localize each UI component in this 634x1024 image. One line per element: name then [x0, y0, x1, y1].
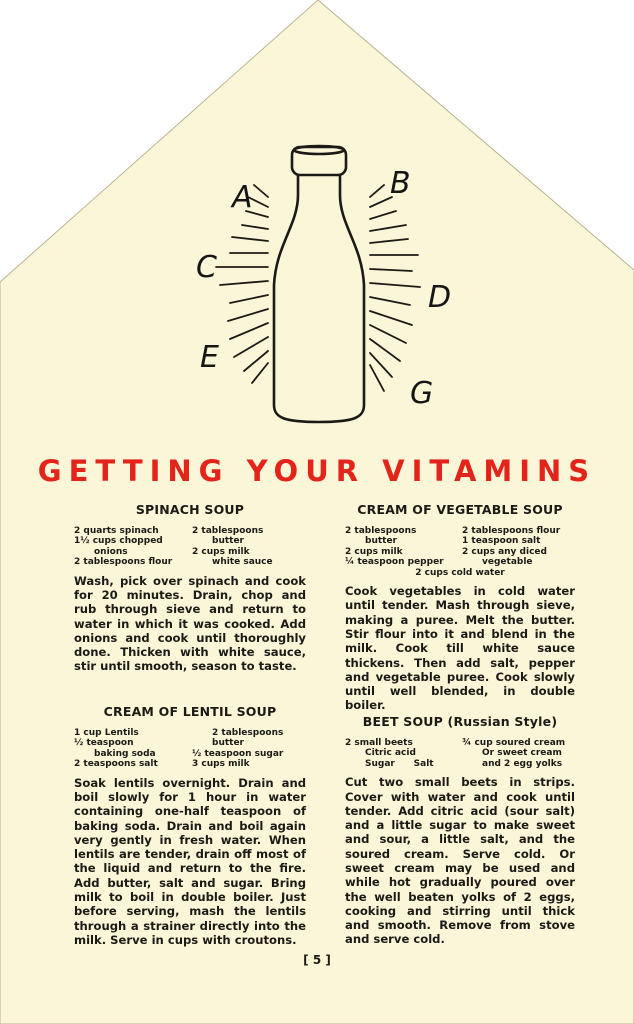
- ingredient: 1½ cups chopped: [74, 536, 163, 547]
- ingredient: butter: [212, 738, 244, 749]
- ingredient-list: [345, 526, 575, 578]
- recipe-instructions: Cut two small beets in strips. Cover with water and cook until tender. Add citric acid (sour salt) and a little sugar to make sweet and sour, a little salt, and the soured cream. Serve cold. Or sweet cream may be used and while hot gradually poured over the well beaten yolks of 2 eggs, cooking and stirring until thick and smooth. Remove from stove and serve cold.: [345, 775, 575, 947]
- recipe-title: BEET SOUP (Russian Style): [362, 714, 558, 729]
- ingredient: Sugar Salt: [365, 758, 434, 769]
- ingredient: 2 cups any diced: [462, 546, 547, 557]
- page-number: [ 5 ]: [303, 953, 331, 967]
- ingredient: 2 teaspoons salt: [74, 759, 158, 770]
- ingredient: 2 tablespoons flour: [74, 557, 173, 568]
- ingredient: ½ teaspoon sugar: [192, 748, 284, 759]
- ingredient: ½ teaspoon: [74, 738, 134, 749]
- recipe-cream-of-vegetable-soup: [345, 502, 575, 713]
- ingredient-list: [74, 728, 306, 770]
- ingredient: 1 teaspoon salt: [462, 536, 541, 547]
- recipe-instructions: Wash, pick over spinach and cook for 20 minutes. Drain, chop and rub through sieve and return to water in which it was cooked. Add onions and cook until thoroughly done. Thicken with white sauce, stir until smooth, season to taste.: [74, 573, 306, 674]
- recipe-title: CREAM OF VEGETABLE SOUP: [357, 502, 563, 517]
- ingredient: 2 quarts spinach: [74, 526, 159, 536]
- ingredient: 2 tablespoons flour: [462, 526, 561, 536]
- page-title: GETTING YOUR VITAMINS: [37, 454, 597, 488]
- vitamin-letter-d: D: [428, 280, 452, 315]
- ingredient: butter: [365, 536, 397, 547]
- ingredient: Citric acid: [365, 748, 416, 759]
- vitamin-letter-e: E: [200, 340, 219, 375]
- ingredient: ¾ cup soured cream: [462, 738, 566, 748]
- vitamin-letter-a: A: [232, 180, 253, 215]
- ingredient: 2 tablespoons: [192, 526, 264, 536]
- ingredient: 1 cup Lentils: [74, 728, 139, 738]
- vitamin-letter-b: B: [390, 166, 411, 201]
- ingredient: 3 cups milk: [192, 759, 250, 770]
- ingredient: onions: [94, 546, 128, 557]
- recipe-beet-soup: [345, 714, 575, 947]
- ingredient: 2 small beets: [345, 738, 413, 748]
- ingredient: 2 tablespoons: [345, 526, 417, 536]
- ingredient: 2 cups milk: [345, 546, 403, 557]
- ingredient-list: [345, 738, 575, 769]
- ingredient: ¼ teaspoon pepper: [345, 557, 444, 568]
- ingredient: white sauce: [212, 557, 273, 568]
- recipe-instructions: Soak lentils overnight. Drain and boil slowly for 1 hour in water containing one-half teaspoon of baking soda. Drain and boil again very gently in fresh water. When lentils are tender, drain off most of the liquid and return to the fire. Add butter, salt and sugar. Bring milk to boil in double boiler. Just before serving, mash the lentils through a strainer directly into the milk. Serve in cups with croutons.: [74, 775, 306, 947]
- ingredient: 2 cups milk: [192, 546, 250, 557]
- recipe-title: CREAM OF LENTIL SOUP: [103, 704, 277, 719]
- ingredient: 2 cups cold water: [415, 567, 505, 578]
- recipe-cream-of-lentil-soup: [74, 704, 306, 947]
- recipe-spinach-soup: [74, 502, 306, 674]
- ingredient: and 2 egg yolks: [482, 758, 563, 769]
- vitamin-letter-g: G: [410, 376, 434, 411]
- ingredient: baking soda: [94, 748, 156, 759]
- ingredient: butter: [212, 536, 244, 547]
- recipe-title: SPINACH SOUP: [135, 502, 245, 517]
- vitamin-letter-c: C: [196, 250, 217, 285]
- ingredient: 2 tablespoons: [212, 728, 284, 738]
- vitamin-bottle-illustration: [180, 135, 460, 435]
- ingredient-list: [74, 526, 306, 568]
- ingredient: vegetable: [482, 557, 533, 568]
- ingredient: Or sweet cream: [482, 748, 562, 759]
- recipe-instructions: Cook vegetables in cold water until tender. Mash through sieve, making a puree. Melt the butter. Stir flour into it and blend in the milk. Cook till white sauce thickens. Then add salt, pepper and vegetable puree. Cook slowly until well blended, in double boiler.: [345, 584, 575, 713]
